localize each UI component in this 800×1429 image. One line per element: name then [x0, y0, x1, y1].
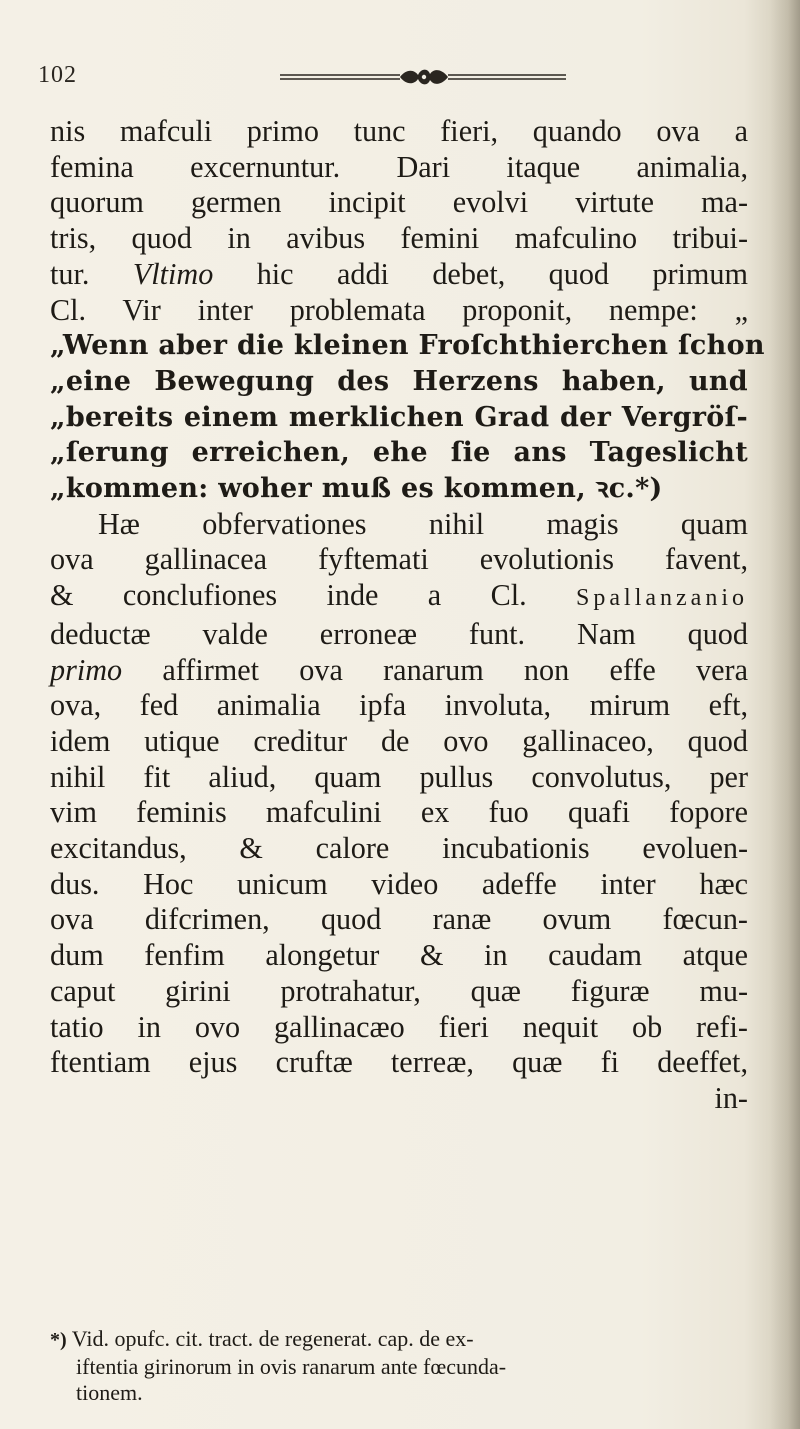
text-line: deductæ valde erroneæ funt. Nam quod: [50, 616, 748, 651]
text-line: Cl. Vir inter problemata proponit, nempe: „: [50, 292, 748, 327]
text-line: nihil fit aliud, quam pullus convolutus, per: [50, 759, 748, 794]
text-line: dum fenfim alongetur & in caudam atque: [50, 938, 748, 973]
text-line: dus. Hoc unicum video adeffe inter hæc: [50, 866, 748, 901]
german-quote-line: „ſerung erreichen, ehe ſie ans Tageslicht: [50, 437, 748, 469]
text-fragment: & conclufiones inde a Cl.: [50, 578, 527, 613]
page-edge-shadow: [770, 0, 800, 1429]
text-line: [50, 578, 748, 617]
footnote-line: iftentia girinorum in ovis ranarum ante fœcunda-: [76, 1353, 507, 1379]
text-line: ova gallinacea fyftemati evolutionis favent,: [50, 542, 748, 577]
text-line: femina excernuntur. Dari itaque animalia,: [50, 149, 748, 184]
header-ornament-icon: [278, 66, 568, 88]
text-fragment: tur.: [50, 256, 90, 291]
text-line: tatio in ovo gallinacæo fieri nequit ob refi-: [50, 1009, 748, 1044]
text-line: Hæ obfervationes nihil magis quam: [98, 506, 748, 541]
footnote-text: Vid. opufc. cit. tract. de regenerat. cap. de ex-: [71, 1326, 474, 1351]
german-quote-line: „eine Bewegung des Herzens haben, und: [50, 365, 748, 397]
footnote-line: [50, 1326, 750, 1354]
author-name: Spallanzanio: [576, 585, 748, 612]
text-line: ova, fed animalia ipfa involuta, mirum eft,: [50, 688, 748, 723]
text-line: tris, quod in avibus femini mafculino tribui-: [50, 221, 748, 256]
text-line: ftentiam ejus cruftæ terreæ, quæ fi deeffet,: [50, 1045, 748, 1080]
page-number: 102: [38, 62, 77, 88]
footnote-line: tionem.: [76, 1380, 143, 1405]
german-quote-line: „kommen: woher muß es kommen, ꝛc.*): [50, 473, 663, 505]
text-fragment: hic addi debet, quod primum: [256, 256, 748, 291]
text-line: excitandus, & calore incubationis evoluen-: [50, 831, 748, 866]
german-quote-line: „bereits einem merklichen Grad der Vergröſ-: [50, 401, 748, 433]
footnote: [50, 1326, 750, 1407]
text-line: ova difcrimen, quod ranæ ovum fœcun-: [50, 902, 748, 937]
italic-word: primo: [50, 652, 123, 687]
text-line: vim feminis mafculini ex fuo quafi fopore: [50, 795, 748, 830]
text-line: quorum germen incipit evolvi virtute ma-: [50, 185, 748, 220]
text-fragment: affirmet ova ranarum non effe vera: [162, 652, 749, 687]
german-quote-line: „Wenn aber die kleinen Froſchthierchen ſchon: [50, 330, 765, 362]
italic-word: Vltimo: [132, 256, 214, 291]
text-line: caput girini protrahatur, quæ figuræ mu-: [50, 973, 748, 1008]
text-line: idem utique creditur de ovo gallinaceo, quod: [50, 723, 748, 758]
text-line: [50, 653, 748, 689]
catchword: in-: [714, 1080, 748, 1115]
footnote-marker: *): [50, 1329, 67, 1351]
text-line: [50, 257, 748, 293]
main-text-block: [50, 114, 765, 1117]
text-line: nis mafculi primo tunc fieri, quando ova a: [50, 114, 748, 148]
